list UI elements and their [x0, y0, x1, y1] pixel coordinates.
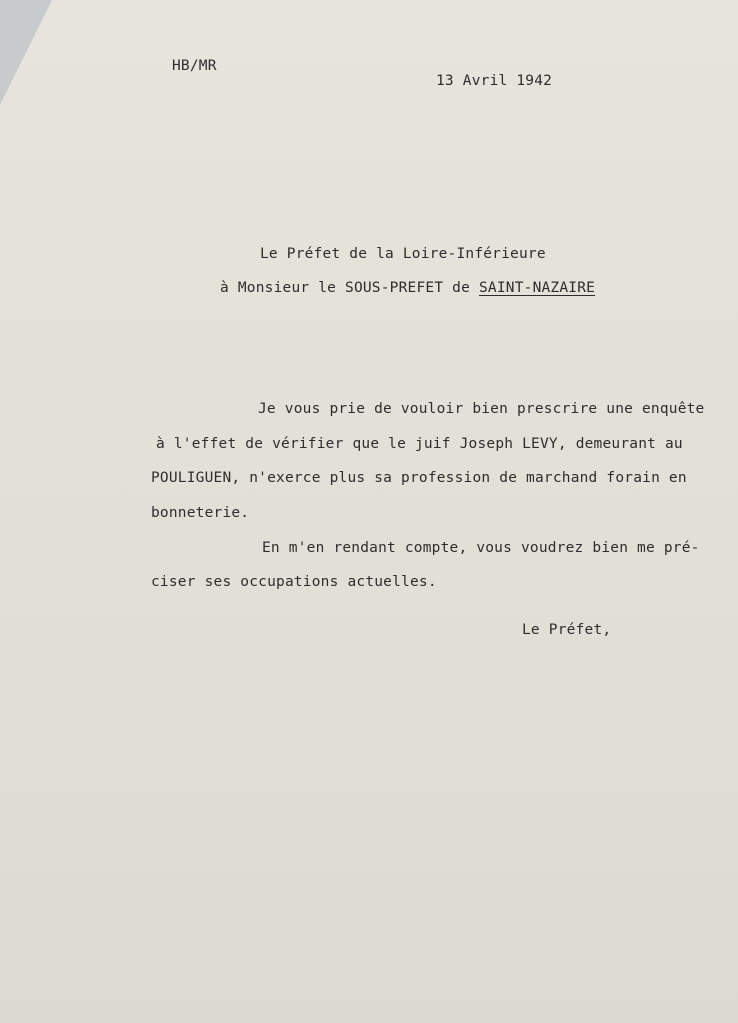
closing-signature: Le Préfet,	[522, 622, 612, 638]
page-corner-shadow	[0, 0, 52, 105]
sender-line: Le Préfet de la Loire-Inférieure	[260, 246, 546, 262]
recipient-place: SAINT-NAZAIRE	[478, 280, 596, 296]
body-line-1: Je vous prie de vouloir bien prescrire une enquête	[258, 401, 705, 417]
recipient-prefix: à Monsieur le SOUS-PREFET de	[220, 280, 471, 296]
body-line-4: bonneterie.	[151, 505, 250, 521]
letter-date: 13 Avril 1942	[436, 73, 553, 89]
body-line-2: à l'effet de vérifier que le juif Joseph LEVY, demeurant au	[156, 436, 683, 452]
body-line-3: POULIGUEN, n'exerce plus sa profession de marchand forain en	[151, 470, 687, 486]
reference-code: HB/MR	[172, 58, 217, 74]
recipient-line	[220, 280, 595, 296]
body-line-6: ciser ses occupations actuelles.	[151, 574, 437, 590]
body-line-5: En m'en rendant compte, vous voudrez bien me pré-	[262, 540, 700, 556]
